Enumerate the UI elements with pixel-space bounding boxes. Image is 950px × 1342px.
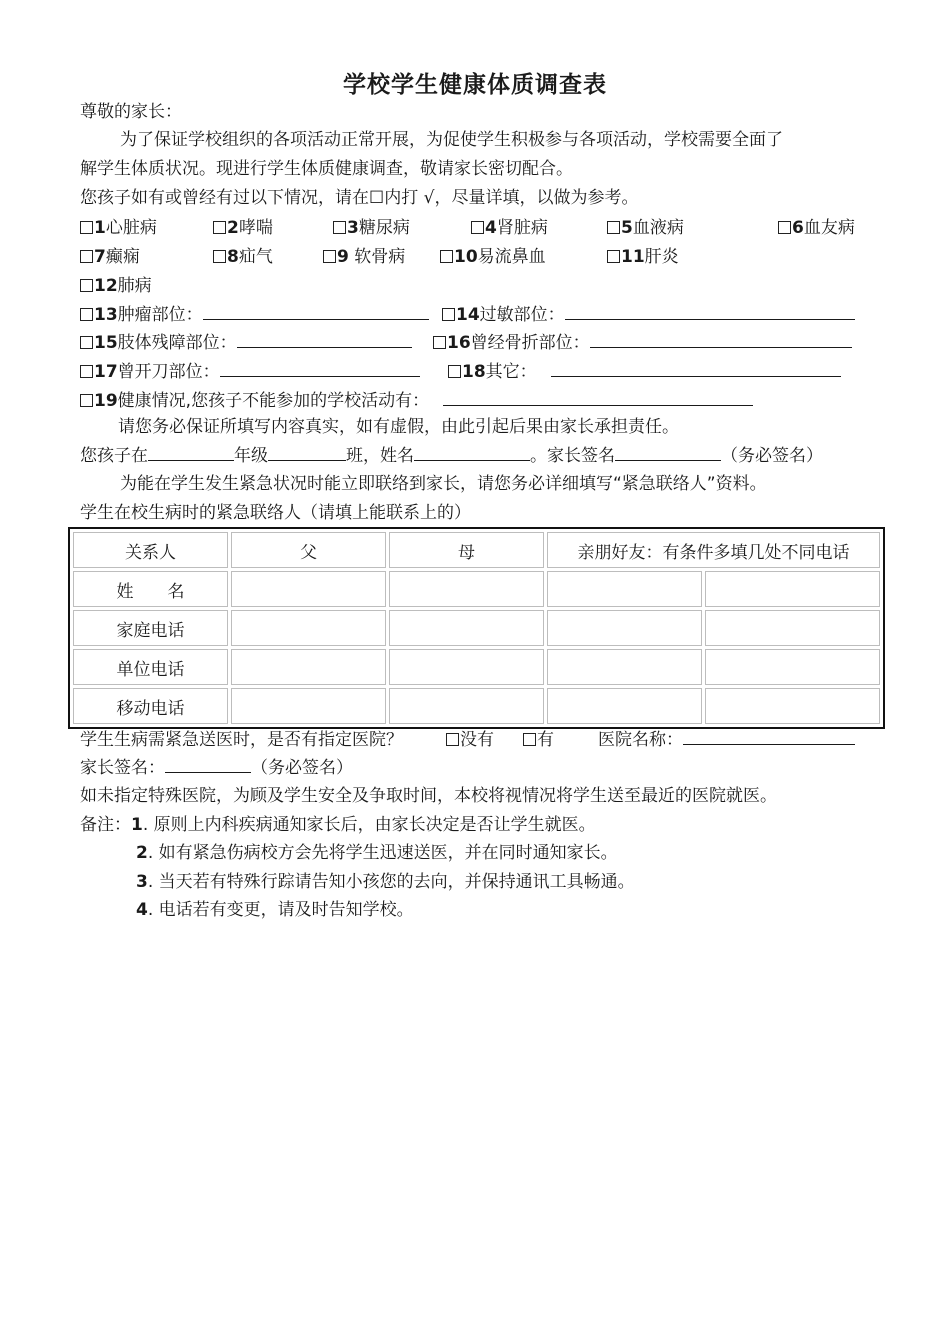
parent-signature-blank[interactable] xyxy=(615,442,721,461)
table-cell[interactable] xyxy=(231,610,386,646)
checkbox[interactable] xyxy=(80,394,93,407)
condition-item[interactable]: 12肺病 xyxy=(80,271,152,296)
note-2: 2. 如有紧急伤病校方会先将学生迅速送医，并在同时通知家长。 xyxy=(136,843,618,863)
note-1: 备注：1. 原则上内科疾病通知家长后，由家长决定是否让学生就医。 xyxy=(80,815,596,835)
tumor-location-blank[interactable] xyxy=(203,301,429,320)
hospital-name-blank[interactable] xyxy=(683,726,855,745)
instruction-text: 您孩子如有或曾经有过以下情况，请在☐内打 √，尽量详填，以做为参考。 xyxy=(80,188,639,208)
checkbox[interactable] xyxy=(323,250,336,263)
table-cell[interactable] xyxy=(705,571,880,607)
hospital-option-no[interactable]: 没有 xyxy=(446,725,494,750)
checkbox[interactable] xyxy=(80,279,93,292)
table-cell[interactable] xyxy=(389,571,544,607)
checkbox[interactable] xyxy=(448,365,461,378)
checkbox[interactable] xyxy=(607,250,620,263)
intro-paragraph-line1: 为了保证学校组织的各项活动正常开展，为促使学生积极参与各项活动，学校需要全面了 xyxy=(120,130,783,150)
truth-statement: 请您务必保证所填写内容真实，如有虚假，由此引起后果由家长承担责任。 xyxy=(118,417,679,437)
row-label-home-phone: 家庭电话 xyxy=(73,610,228,646)
table-cell[interactable] xyxy=(547,688,702,724)
disability-location-blank[interactable] xyxy=(237,329,412,348)
grade-blank[interactable] xyxy=(148,442,234,461)
hospital-option-yes[interactable]: 有 xyxy=(523,725,554,750)
fracture-location-blank[interactable] xyxy=(590,329,852,348)
table-cell[interactable] xyxy=(389,688,544,724)
checkbox[interactable] xyxy=(440,250,453,263)
parent-sign-line: 家长签名： （务必签名） xyxy=(80,754,353,781)
table-cell[interactable] xyxy=(705,649,880,685)
class-blank[interactable] xyxy=(268,442,346,461)
checkbox[interactable] xyxy=(80,365,93,378)
table-row xyxy=(73,610,880,646)
restricted-activities-blank[interactable] xyxy=(443,387,753,406)
field-17: 17曾开刀部位： xyxy=(80,357,420,382)
header-relation: 关系人 xyxy=(73,532,228,568)
contacts-caption: 学生在校生病时的紧急联络人（请填上能联系上的） xyxy=(80,503,471,523)
conditions-row-3 xyxy=(80,271,380,297)
intro-paragraph-line2: 解学生体质状况。现进行学生体质健康调查，敬请家长密切配合。 xyxy=(80,159,573,179)
field-14: 14过敏部位： xyxy=(442,300,855,325)
table-cell[interactable] xyxy=(547,610,702,646)
table-cell[interactable] xyxy=(547,571,702,607)
surgery-location-blank[interactable] xyxy=(220,358,420,377)
checkbox[interactable] xyxy=(80,336,93,349)
checkbox[interactable] xyxy=(213,250,226,263)
header-friends: 亲朋好友：有条件多填几处不同电话 xyxy=(547,532,880,568)
hospital-question: 学生生病需紧急送医时，是否有指定医院？ xyxy=(80,730,403,750)
checkbox[interactable] xyxy=(607,221,620,234)
condition-item[interactable]: 2哮喘 xyxy=(213,213,273,238)
table-cell[interactable] xyxy=(231,688,386,724)
header-mother: 母 xyxy=(389,532,544,568)
checkbox[interactable] xyxy=(523,733,536,746)
parent-signature-blank-2[interactable] xyxy=(165,754,251,773)
condition-item[interactable]: 4肾脏病 xyxy=(471,213,548,238)
conditions-row-2 xyxy=(80,242,880,268)
row-label-name: 姓 名 xyxy=(73,571,228,607)
detail-row-19 xyxy=(80,386,880,412)
note-4: 4. 电话若有变更，请及时告知学校。 xyxy=(136,900,414,920)
condition-item[interactable]: 7癫痫 xyxy=(80,242,140,267)
condition-item[interactable]: 8疝气 xyxy=(213,242,273,267)
table-cell[interactable] xyxy=(705,610,880,646)
condition-item[interactable]: 11肝炎 xyxy=(607,242,679,267)
table-cell[interactable] xyxy=(231,571,386,607)
student-name-blank[interactable] xyxy=(414,442,530,461)
detail-row-13-14 xyxy=(80,300,880,326)
checkbox[interactable] xyxy=(433,336,446,349)
checkbox[interactable] xyxy=(80,308,93,321)
checkbox[interactable] xyxy=(333,221,346,234)
table-cell[interactable] xyxy=(547,649,702,685)
checkbox[interactable] xyxy=(446,733,459,746)
emergency-intro: 为能在学生发生紧急状况时能立即联络到家长，请您务必详细填写“紧急联络人”资料。 xyxy=(120,474,767,494)
field-19: 19健康情况,您孩子不能参加的学校活动有： xyxy=(80,386,753,411)
table-cell[interactable] xyxy=(231,649,386,685)
table-row xyxy=(73,688,880,724)
hospital-name-field: 医院名称： xyxy=(598,725,855,750)
other-blank[interactable] xyxy=(551,358,841,377)
field-15: 15肢体残障部位： xyxy=(80,328,412,353)
condition-item[interactable]: 9 软骨病 xyxy=(323,242,405,267)
row-label-work-phone: 单位电话 xyxy=(73,649,228,685)
page-title: 学校学生健康体质调查表 xyxy=(343,72,607,98)
row-label-mobile-phone: 移动电话 xyxy=(73,688,228,724)
table-row xyxy=(73,649,880,685)
field-16: 16曾经骨折部位： xyxy=(433,328,852,353)
field-13: 13肿瘤部位： xyxy=(80,300,429,325)
condition-item[interactable]: 3糖尿病 xyxy=(333,213,410,238)
header-father: 父 xyxy=(231,532,386,568)
emergency-contacts-table xyxy=(68,527,885,729)
allergy-location-blank[interactable] xyxy=(565,301,855,320)
checkbox[interactable] xyxy=(442,308,455,321)
table-cell[interactable] xyxy=(389,610,544,646)
no-hospital-note: 如未指定特殊医院，为顾及学生安全及争取时间，本校将视情况将学生送至最近的医院就医。 xyxy=(80,786,777,806)
conditions-row-1 xyxy=(80,213,880,239)
checkbox[interactable] xyxy=(213,221,226,234)
detail-row-17-18 xyxy=(80,357,880,383)
condition-item[interactable]: 1心脏病 xyxy=(80,213,157,238)
condition-item[interactable]: 5血液病 xyxy=(607,213,684,238)
table-cell[interactable] xyxy=(705,688,880,724)
child-info-line: 您孩子在 年级 班，姓名 。家长签名 （务必签名） xyxy=(80,442,823,469)
condition-item[interactable]: 10易流鼻血 xyxy=(440,242,546,267)
checkbox[interactable] xyxy=(778,221,791,234)
greeting: 尊敬的家长： xyxy=(80,102,182,122)
checkbox[interactable] xyxy=(80,221,93,234)
checkbox[interactable] xyxy=(80,250,93,263)
field-18: 18其它： xyxy=(448,357,841,382)
table-cell[interactable] xyxy=(389,649,544,685)
condition-item[interactable]: 6血友病 xyxy=(778,213,855,238)
checkbox[interactable] xyxy=(471,221,484,234)
note-3: 3. 当天若有特殊行踪请告知小孩您的去向，并保持通讯工具畅通。 xyxy=(136,872,635,892)
hospital-line xyxy=(80,725,880,751)
table-header-row xyxy=(73,532,880,568)
table-row xyxy=(73,571,880,607)
detail-row-15-16 xyxy=(80,328,880,354)
